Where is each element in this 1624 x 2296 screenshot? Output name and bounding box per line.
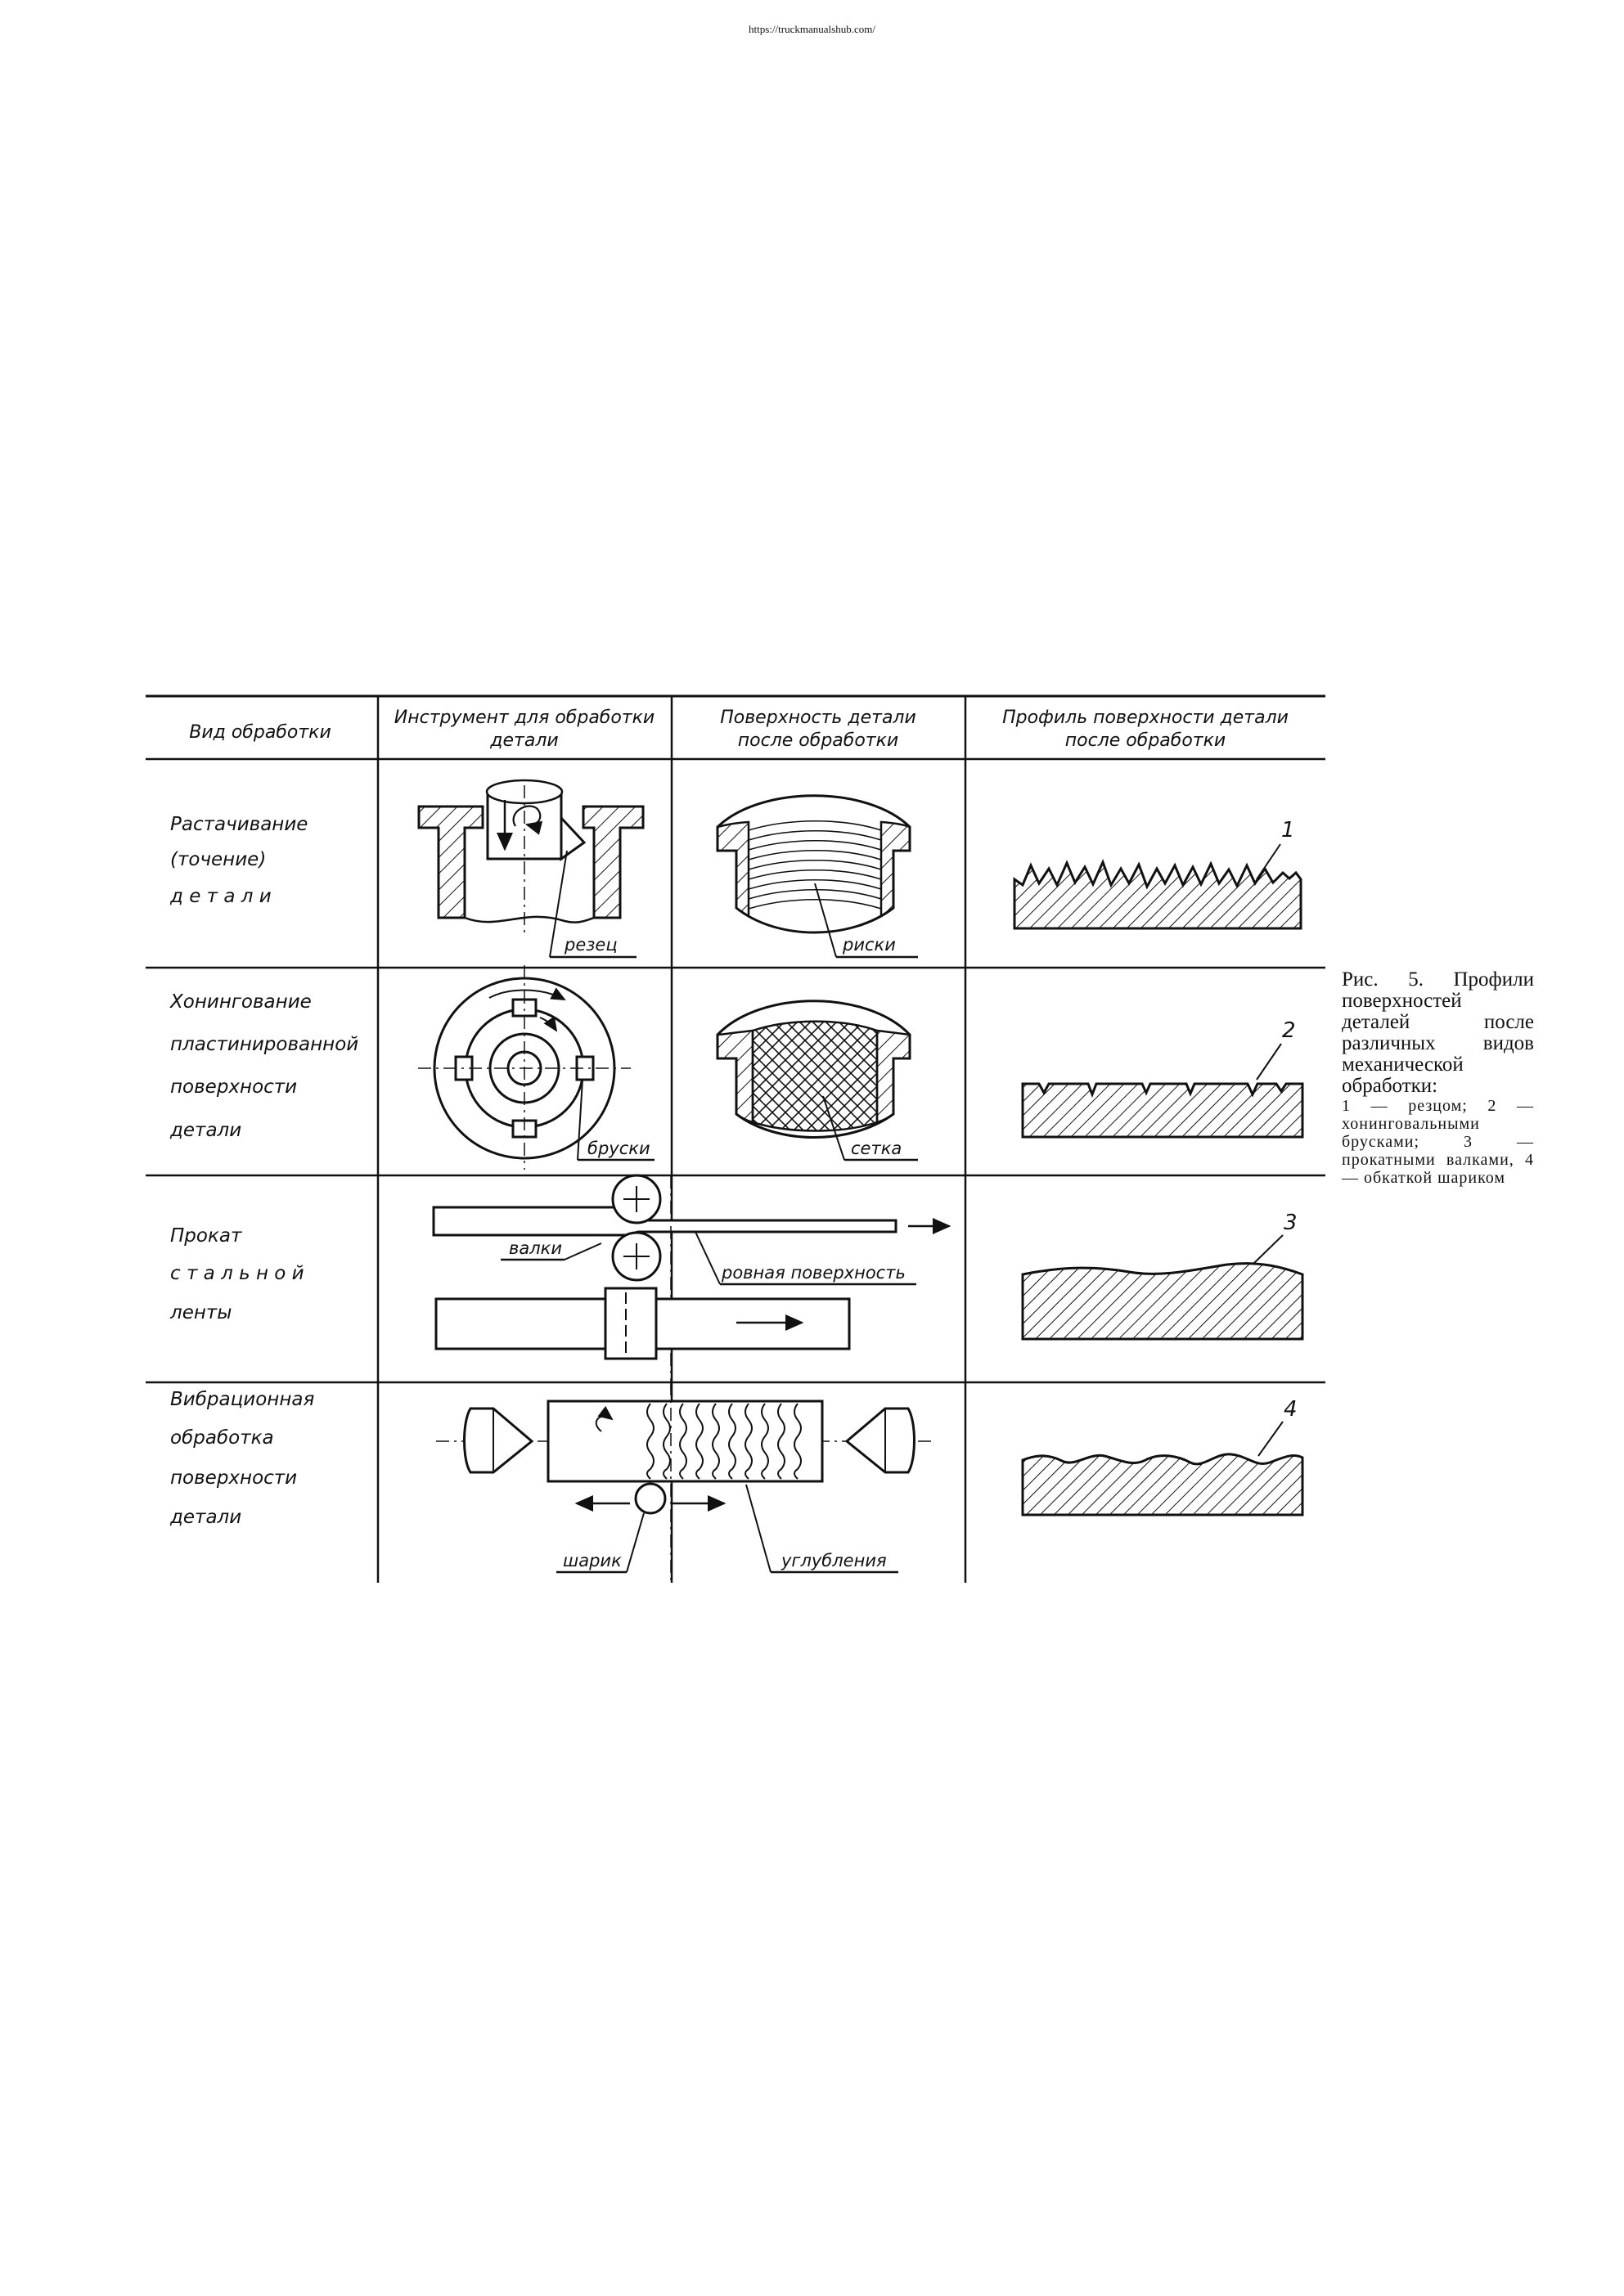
row-honing <box>169 965 1302 1170</box>
header-tool-line2: детали <box>490 730 559 751</box>
process-line: Прокат <box>170 1225 242 1247</box>
label-cutter: резец <box>565 935 618 955</box>
row-rolling <box>169 1175 1302 1391</box>
label-mesh: сетка <box>851 1139 902 1158</box>
profile-number-4: 4 <box>1284 1397 1298 1422</box>
process-line: д е т а л и <box>170 886 272 907</box>
process-line: детали <box>170 1507 242 1528</box>
source-url: https://truckmanualshub.com/ <box>749 23 875 35</box>
header-surface-line1: Поверхность детали <box>720 708 916 728</box>
crosshatch-surface-drawing <box>718 1001 918 1160</box>
process-line: Растачивание <box>170 814 308 835</box>
profile-1-drawing <box>1014 844 1301 928</box>
boring-tool-drawing <box>419 780 643 957</box>
label-stones: бруски <box>587 1139 650 1158</box>
label-dimples: углубления <box>781 1551 887 1570</box>
process-line: с т а л ь н о й <box>170 1263 304 1284</box>
figure-caption <box>1342 969 1534 1187</box>
profile-number-1: 1 <box>1281 818 1295 842</box>
process-line: поверхности <box>170 1467 298 1489</box>
profile-2-drawing <box>1023 1044 1302 1137</box>
caption-title: Рис. 5. Профили поверхностей деталей после различных видов механической обработки: <box>1342 968 1534 1097</box>
header-tool-line1: Инструмент для обработки <box>394 708 655 728</box>
rolling-tool-drawing <box>434 1175 949 1391</box>
row-boring <box>169 780 1301 957</box>
process-line: (точение) <box>170 849 267 870</box>
header-profile-line1: Профиль поверхности детали <box>1002 708 1289 728</box>
label-smooth-surface: ровная поверхность <box>722 1263 906 1283</box>
label-ball: шарик <box>563 1551 622 1570</box>
label-scratches: риски <box>843 935 896 955</box>
table-header <box>189 708 1289 751</box>
label-rollers: валки <box>509 1238 562 1258</box>
process-line: обработка <box>170 1427 274 1449</box>
header-surface-line2: после обработки <box>737 730 899 751</box>
row-vibration <box>169 1382 1302 1583</box>
process-line: ленты <box>170 1302 232 1323</box>
process-line: Хонингование <box>170 991 312 1013</box>
process-line: пластинированной <box>170 1034 359 1055</box>
caption-items: 1 — резцом; 2 — хонинговальными брусками; 3 — прокатными валками, 4 — обкаткой шариком <box>1342 1097 1534 1187</box>
process-line: Вибрационная <box>170 1389 315 1410</box>
profile-4-drawing <box>1023 1422 1302 1515</box>
process-line: поверхности <box>170 1076 298 1098</box>
profile-number-3: 3 <box>1284 1211 1298 1235</box>
header-profile-line2: после обработки <box>1064 730 1226 751</box>
grooved-surface-drawing <box>718 796 918 957</box>
process-line: детали <box>170 1120 242 1141</box>
header-process: Вид обработки <box>189 722 331 743</box>
profile-3-drawing <box>1023 1235 1302 1339</box>
profile-number-2: 2 <box>1282 1018 1296 1043</box>
